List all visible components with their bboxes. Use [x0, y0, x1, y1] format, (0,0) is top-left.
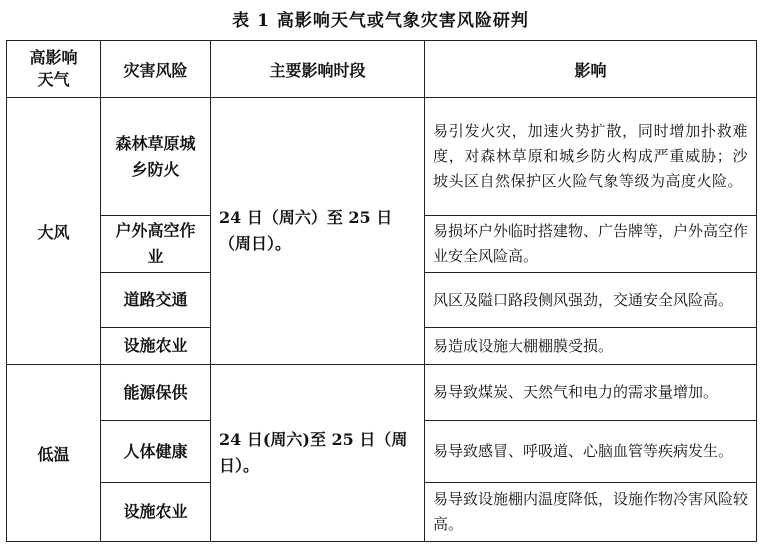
hazard-cell: 道路交通 — [101, 273, 211, 328]
impact-cell: 易导致煤炭、天然气和电力的需求量增加。 — [425, 365, 757, 421]
header-period: 主要影响时段 — [211, 41, 425, 98]
header-weather: 高影响天气 — [7, 41, 101, 98]
hazard-cell: 设施农业 — [101, 328, 211, 365]
impact-cell: 易引发火灾，加速火势扩散，同时增加扑救难度，对森林草原和城乡防火构成严重威胁；沙坡头区自然保护区火险气象等级为高度火险。 — [425, 98, 757, 216]
hazard-cell: 户外高空作业 — [101, 216, 211, 273]
weather-cell: 低温 — [7, 365, 101, 542]
table-row — [7, 98, 757, 216]
header-impact: 影响 — [425, 41, 757, 98]
header-row — [7, 41, 757, 98]
table-title: 表 1 高影响天气或气象灾害风险研判 — [232, 11, 529, 31]
hazard-cell: 森林草原城乡防火 — [101, 98, 211, 216]
impact-cell: 易造成设施大棚棚膜受损。 — [425, 328, 757, 365]
impact-cell: 易损坏户外临时搭建物、广告牌等，户外高空作业安全风险高。 — [425, 216, 757, 273]
weather-cell: 大风 — [7, 98, 101, 365]
impact-cell: 风区及隘口路段侧风强劲，交通安全风险高。 — [425, 273, 757, 328]
table-row — [7, 365, 757, 421]
header-hazard: 灾害风险 — [101, 41, 211, 98]
risk-table — [6, 40, 757, 542]
period-cell: 24 日(周六)至 25 日（周日）。 — [211, 365, 425, 542]
hazard-cell: 人体健康 — [101, 421, 211, 483]
hazard-cell: 设施农业 — [101, 483, 211, 542]
impact-cell: 易导致感冒、呼吸道、心脑血管等疾病发生。 — [425, 421, 757, 483]
hazard-cell: 能源保供 — [101, 365, 211, 421]
period-cell: 24 日（周六）至 25 日（周日）。 — [211, 98, 425, 365]
impact-cell: 易导致设施棚内温度降低，设施作物冷害风险较高。 — [425, 483, 757, 542]
